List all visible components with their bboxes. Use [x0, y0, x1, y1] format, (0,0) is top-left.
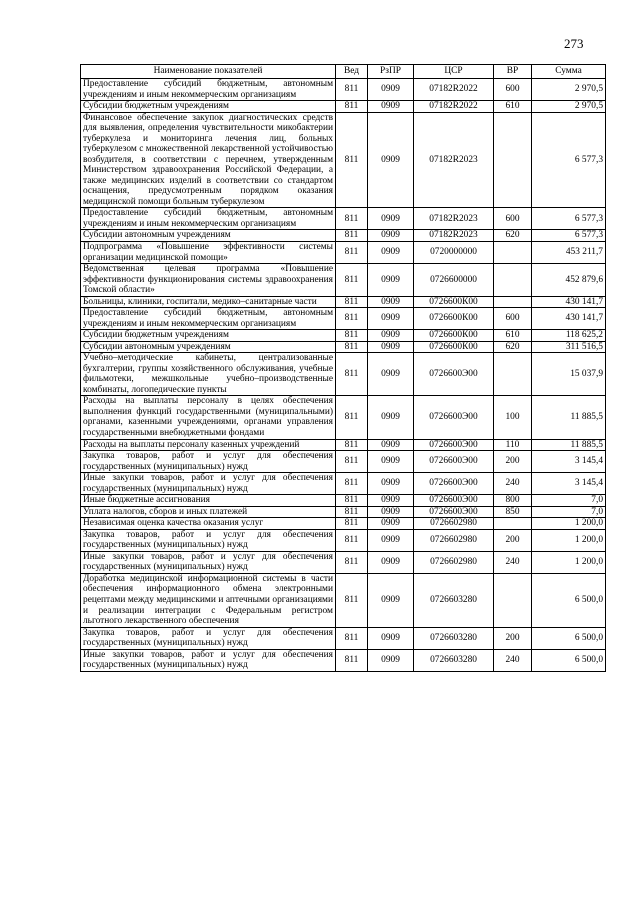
cell-csr: 0726600К00: [414, 330, 494, 342]
cell-vr: 100: [494, 396, 532, 439]
cell-name: Расходы на выплаты персоналу казенных учреждений: [81, 439, 336, 451]
cell-vr: 240: [494, 473, 532, 495]
cell-vr: [494, 264, 532, 297]
cell-ved: 811: [336, 439, 368, 451]
cell-csr: 0726600Э00: [414, 396, 494, 439]
header-rzpr: РзПР: [368, 65, 414, 79]
cell-ved: 811: [336, 264, 368, 297]
cell-sum: 7,0: [532, 495, 606, 507]
cell-ved: 811: [336, 529, 368, 551]
cell-sum: 6 500,0: [532, 649, 606, 671]
cell-sum: 430 141,7: [532, 296, 606, 308]
table-row: [81, 473, 606, 495]
cell-csr: 0726603280: [414, 649, 494, 671]
cell-sum: 1 200,0: [532, 551, 606, 573]
cell-rzpr: 0909: [368, 473, 414, 495]
table-row: [81, 451, 606, 473]
table-row: [81, 529, 606, 551]
cell-name: Больницы, клиники, госпитали, медико–санитарные части: [81, 296, 336, 308]
cell-rzpr: 0909: [368, 506, 414, 518]
cell-ved: 811: [336, 230, 368, 242]
cell-ved: 811: [336, 506, 368, 518]
cell-ved: 811: [336, 495, 368, 507]
cell-rzpr: 0909: [368, 230, 414, 242]
cell-sum: 453 211,7: [532, 241, 606, 263]
cell-rzpr: 0909: [368, 439, 414, 451]
cell-sum: 2 970,5: [532, 79, 606, 101]
table-row: [81, 79, 606, 101]
table-row: [81, 296, 606, 308]
cell-sum: 11 885,5: [532, 396, 606, 439]
cell-rzpr: 0909: [368, 341, 414, 353]
table-row: [81, 330, 606, 342]
cell-name: Финансовое обеспечение закупок диагностических средств для выявления, определения чувствительности микобактерии туберкулеза и мониторинга лечения лиц, больных туберкулезом с множественной лекарственной устойчивостью возбудителя, в соответствии с перечнем, утвержденным Министерством здравоохранения Российской Федерации, а также медицинских изделий в соответствии со стандартом оснащения, предусмотренным порядком оказания медицинской помощи больным туберкулезом: [81, 112, 336, 208]
table-row: [81, 101, 606, 113]
cell-rzpr: 0909: [368, 264, 414, 297]
cell-rzpr: 0909: [368, 451, 414, 473]
header-csr: ЦСР: [414, 65, 494, 79]
cell-ved: 811: [336, 551, 368, 573]
table-row: [81, 439, 606, 451]
cell-rzpr: 0909: [368, 241, 414, 263]
table-row: [81, 230, 606, 242]
cell-name: Независимая оценка качества оказания услуг: [81, 518, 336, 530]
cell-rzpr: 0909: [368, 208, 414, 230]
table-row: [81, 112, 606, 208]
cell-rzpr: 0909: [368, 573, 414, 627]
cell-vr: 610: [494, 101, 532, 113]
cell-vr: [494, 241, 532, 263]
cell-name: Субсидии автономным учреждениям: [81, 341, 336, 353]
header-vr: ВР: [494, 65, 532, 79]
cell-vr: 800: [494, 495, 532, 507]
header-sum: Сумма: [532, 65, 606, 79]
cell-sum: 6 500,0: [532, 573, 606, 627]
cell-sum: 430 141,7: [532, 308, 606, 330]
cell-rzpr: 0909: [368, 79, 414, 101]
cell-rzpr: 0909: [368, 101, 414, 113]
cell-ved: 811: [336, 573, 368, 627]
cell-name: Закупка товаров, работ и услуг для обеспечения государственных (муниципальных) нужд: [81, 451, 336, 473]
cell-vr: 600: [494, 208, 532, 230]
cell-sum: 2 970,5: [532, 101, 606, 113]
table-row: [81, 264, 606, 297]
cell-ved: 811: [336, 353, 368, 396]
cell-vr: [494, 518, 532, 530]
cell-name: Закупка товаров, работ и услуг для обеспечения государственных (муниципальных) нужд: [81, 529, 336, 551]
cell-csr: 0726602980: [414, 551, 494, 573]
page-number: 273: [564, 36, 584, 51]
cell-name: Предоставление субсидий бюджетным, автономным учреждениям и иным некоммерческим организациям: [81, 308, 336, 330]
cell-vr: [494, 296, 532, 308]
cell-vr: 110: [494, 439, 532, 451]
cell-sum: 1 200,0: [532, 518, 606, 530]
cell-vr: 240: [494, 551, 532, 573]
cell-rzpr: 0909: [368, 551, 414, 573]
budget-table: [80, 64, 606, 672]
cell-vr: 200: [494, 529, 532, 551]
cell-rzpr: 0909: [368, 495, 414, 507]
cell-name: Иные закупки товаров, работ и услуг для обеспечения государственных (муниципальных) нужд: [81, 473, 336, 495]
cell-ved: 811: [336, 330, 368, 342]
cell-vr: 620: [494, 230, 532, 242]
table-row: [81, 627, 606, 649]
cell-name: Доработка медицинской информационной системы в части обеспечения информационного обмена электронными рецептами между медицинскими и аптечными организациями и реализации интеграции с Федеральным регистром льготного лекарственного обеспечения: [81, 573, 336, 627]
cell-name: Иные закупки товаров, работ и услуг для обеспечения государственных (муниципальных) нужд: [81, 649, 336, 671]
cell-name: Расходы на выплаты персоналу в целях обеспечения выполнения функций государственными (муниципальными) органами, казенными учреждениями, органами управления государственными внебюджетными фондами: [81, 396, 336, 439]
cell-sum: 6 577,3: [532, 230, 606, 242]
cell-name: Учебно–методические кабинеты, централизованные бухгалтерии, группы хозяйственного обслуживания, учебные фильмотеки, межшкольные учебно–производственные комбинаты, логопедические пункты: [81, 353, 336, 396]
table-row: [81, 649, 606, 671]
cell-name: Субсидии бюджетным учреждениям: [81, 101, 336, 113]
cell-csr: 0726600Э00: [414, 473, 494, 495]
cell-vr: 610: [494, 330, 532, 342]
table-row: [81, 573, 606, 627]
cell-name: Предоставление субсидий бюджетным, автономным учреждениям и иным некоммерческим организациям: [81, 79, 336, 101]
table-row: [81, 308, 606, 330]
cell-rzpr: 0909: [368, 529, 414, 551]
cell-csr: 0726602980: [414, 529, 494, 551]
cell-sum: 6 577,3: [532, 112, 606, 208]
table-header-row: [81, 65, 606, 79]
cell-csr: 0726603280: [414, 627, 494, 649]
cell-csr: 0726600Э00: [414, 439, 494, 451]
cell-ved: 811: [336, 296, 368, 308]
cell-name: Ведомственная целевая программа «Повышение эффективности функционирования системы здравоохранения Томской области»: [81, 264, 336, 297]
cell-ved: 811: [336, 627, 368, 649]
cell-rzpr: 0909: [368, 308, 414, 330]
table-row: [81, 551, 606, 573]
cell-csr: 0720000000: [414, 241, 494, 263]
cell-name: Закупка товаров, работ и услуг для обеспечения государственных (муниципальных) нужд: [81, 627, 336, 649]
cell-ved: 811: [336, 649, 368, 671]
cell-sum: 15 037,9: [532, 353, 606, 396]
cell-vr: 240: [494, 649, 532, 671]
cell-rzpr: 0909: [368, 627, 414, 649]
cell-ved: 811: [336, 241, 368, 263]
cell-csr: 0726600Э00: [414, 353, 494, 396]
cell-ved: 811: [336, 473, 368, 495]
cell-vr: [494, 112, 532, 208]
cell-csr: 0726600000: [414, 264, 494, 297]
table-row: [81, 208, 606, 230]
cell-csr: 0726600Э00: [414, 495, 494, 507]
header-name: Наименование показателей: [81, 65, 336, 79]
table-row: [81, 495, 606, 507]
cell-name: Субсидии бюджетным учреждениям: [81, 330, 336, 342]
cell-csr: 0726600Э00: [414, 451, 494, 473]
cell-ved: 811: [336, 308, 368, 330]
cell-csr: 0726600К00: [414, 341, 494, 353]
cell-vr: 850: [494, 506, 532, 518]
cell-ved: 811: [336, 79, 368, 101]
table-row: [81, 341, 606, 353]
cell-rzpr: 0909: [368, 296, 414, 308]
cell-sum: 311 516,5: [532, 341, 606, 353]
cell-name: Предоставление субсидий бюджетным, автономным учреждениям и иным некоммерческим организациям: [81, 208, 336, 230]
cell-ved: 811: [336, 208, 368, 230]
cell-name: Субсидии автономным учреждениям: [81, 230, 336, 242]
cell-sum: 118 625,2: [532, 330, 606, 342]
cell-csr: 0726600К00: [414, 296, 494, 308]
cell-vr: 600: [494, 79, 532, 101]
header-ved: Вед: [336, 65, 368, 79]
table-row: [81, 518, 606, 530]
table-row: [81, 241, 606, 263]
cell-rzpr: 0909: [368, 396, 414, 439]
table-row: [81, 353, 606, 396]
cell-csr: 0726600Э00: [414, 506, 494, 518]
cell-sum: 6 500,0: [532, 627, 606, 649]
cell-csr: 07182R2022: [414, 79, 494, 101]
cell-csr: 07182R2023: [414, 112, 494, 208]
cell-vr: [494, 353, 532, 396]
table-row: [81, 506, 606, 518]
cell-ved: 811: [336, 518, 368, 530]
cell-csr: 07182R2023: [414, 230, 494, 242]
cell-sum: 7,0: [532, 506, 606, 518]
cell-sum: 3 145,4: [532, 473, 606, 495]
table-row: [81, 396, 606, 439]
cell-rzpr: 0909: [368, 330, 414, 342]
cell-csr: 07182R2022: [414, 101, 494, 113]
cell-rzpr: 0909: [368, 649, 414, 671]
cell-ved: 811: [336, 396, 368, 439]
cell-name: Иные закупки товаров, работ и услуг для обеспечения государственных (муниципальных) нужд: [81, 551, 336, 573]
cell-sum: 452 879,6: [532, 264, 606, 297]
cell-vr: 200: [494, 451, 532, 473]
cell-vr: 600: [494, 308, 532, 330]
cell-name: Иные бюджетные ассигнования: [81, 495, 336, 507]
cell-ved: 811: [336, 101, 368, 113]
cell-csr: 0726600К00: [414, 308, 494, 330]
cell-name: Подпрограмма «Повышение эффективности системы организации медицинской помощи»: [81, 241, 336, 263]
cell-ved: 811: [336, 112, 368, 208]
cell-rzpr: 0909: [368, 353, 414, 396]
cell-csr: 07182R2023: [414, 208, 494, 230]
cell-ved: 811: [336, 341, 368, 353]
cell-name: Уплата налогов, сборов и иных платежей: [81, 506, 336, 518]
cell-vr: 620: [494, 341, 532, 353]
cell-vr: 200: [494, 627, 532, 649]
cell-rzpr: 0909: [368, 112, 414, 208]
cell-csr: 0726603280: [414, 573, 494, 627]
table-body: [81, 79, 606, 672]
cell-sum: 6 577,3: [532, 208, 606, 230]
cell-rzpr: 0909: [368, 518, 414, 530]
cell-csr: 0726602980: [414, 518, 494, 530]
cell-sum: 1 200,0: [532, 529, 606, 551]
cell-sum: 11 885,5: [532, 439, 606, 451]
cell-vr: [494, 573, 532, 627]
cell-ved: 811: [336, 451, 368, 473]
cell-sum: 3 145,4: [532, 451, 606, 473]
